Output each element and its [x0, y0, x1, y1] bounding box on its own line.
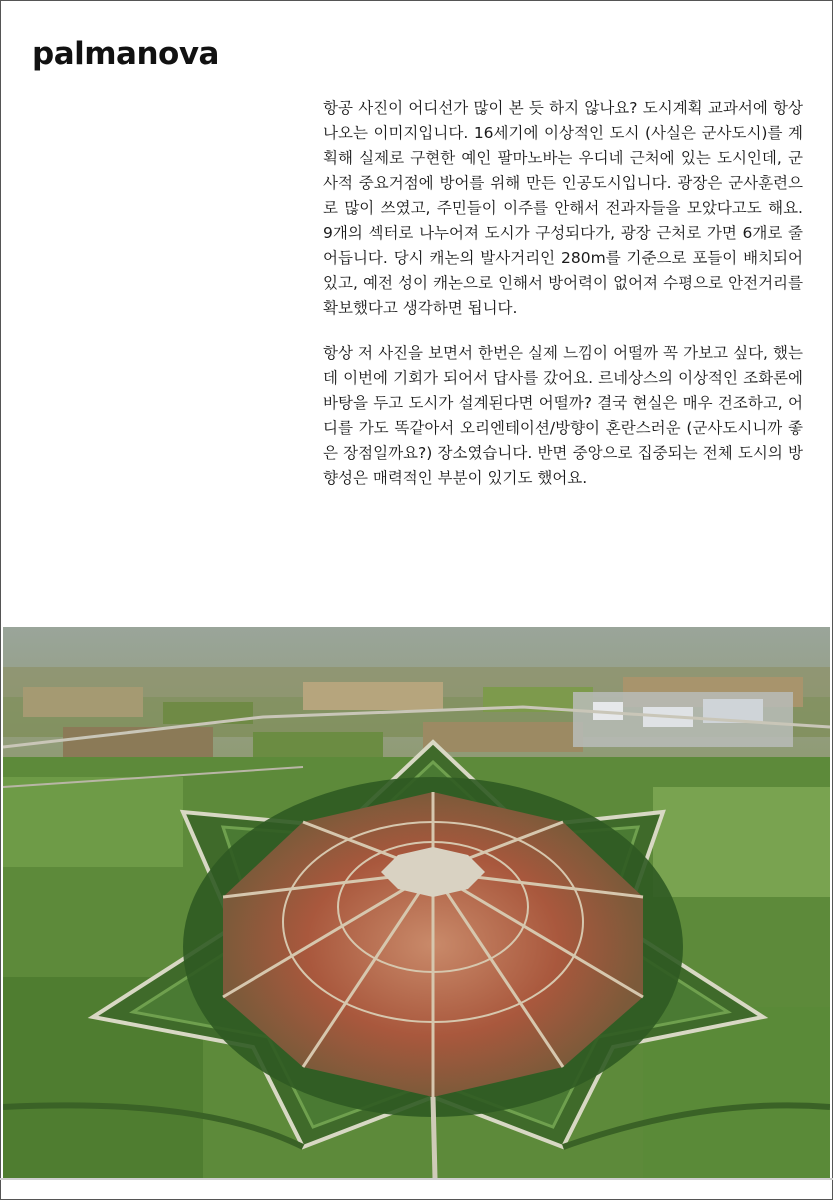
paragraph-2: 항상 저 사진을 보면서 한번은 실제 느낌이 어떨까 꼭 가보고 싶다, 했는데 이번에 기회가 되어서 답사를 갔어요. 르네상스의 이상적인 조화론에 바탕을 두고 도시가 설계된다면 어떨까? 결국 현실은 매우 건조하고, 어디를 가도 똑같아서 오리엔테이션/방향이 혼란스러운 (군사도시니까 좋은 장점일까요?) 장소였습니다. 반면 중앙으로 집중되는 전체 도시의 방향성은 매력적인 부분이 있기도 했어요. [323, 344, 803, 487]
page-title: palmanova [32, 36, 219, 72]
aerial-photo-palmanova [3, 627, 830, 1178]
article-body [323, 96, 803, 511]
access-road [433, 1097, 435, 1178]
paragraph-1: 항공 사진이 어디선가 많이 본 듯 하지 않나요? 도시계획 교과서에 항상 나오는 이미지입니다. 16세기에 이상적인 도시 (사실은 군사도시)를 계획해 실제로 구현한 예인 팔마노바는 우디네 근처에 있는 도시인데, 군사적 중요거점에 방어를 위해 만든 인공도시입니다. 광장은 군사훈련으로 많이 쓰였고, 주민들이 이주를 안해서 전과자들을 모았다고도 해요. 9개의 섹터로 나누어져 도시가 구성되다가, 광장 근처로 가면 6개로 줄어듭니다. 당시 캐논의 발사거리인 280m를 기준으로 포들이 배치되어있고, 예전 성이 캐논으로 인해서 방어력이 없어져 수평으로 안전거리를 확보했다고 생각하면 됩니다. [323, 99, 803, 317]
bottom-rule [0, 1178, 833, 1180]
